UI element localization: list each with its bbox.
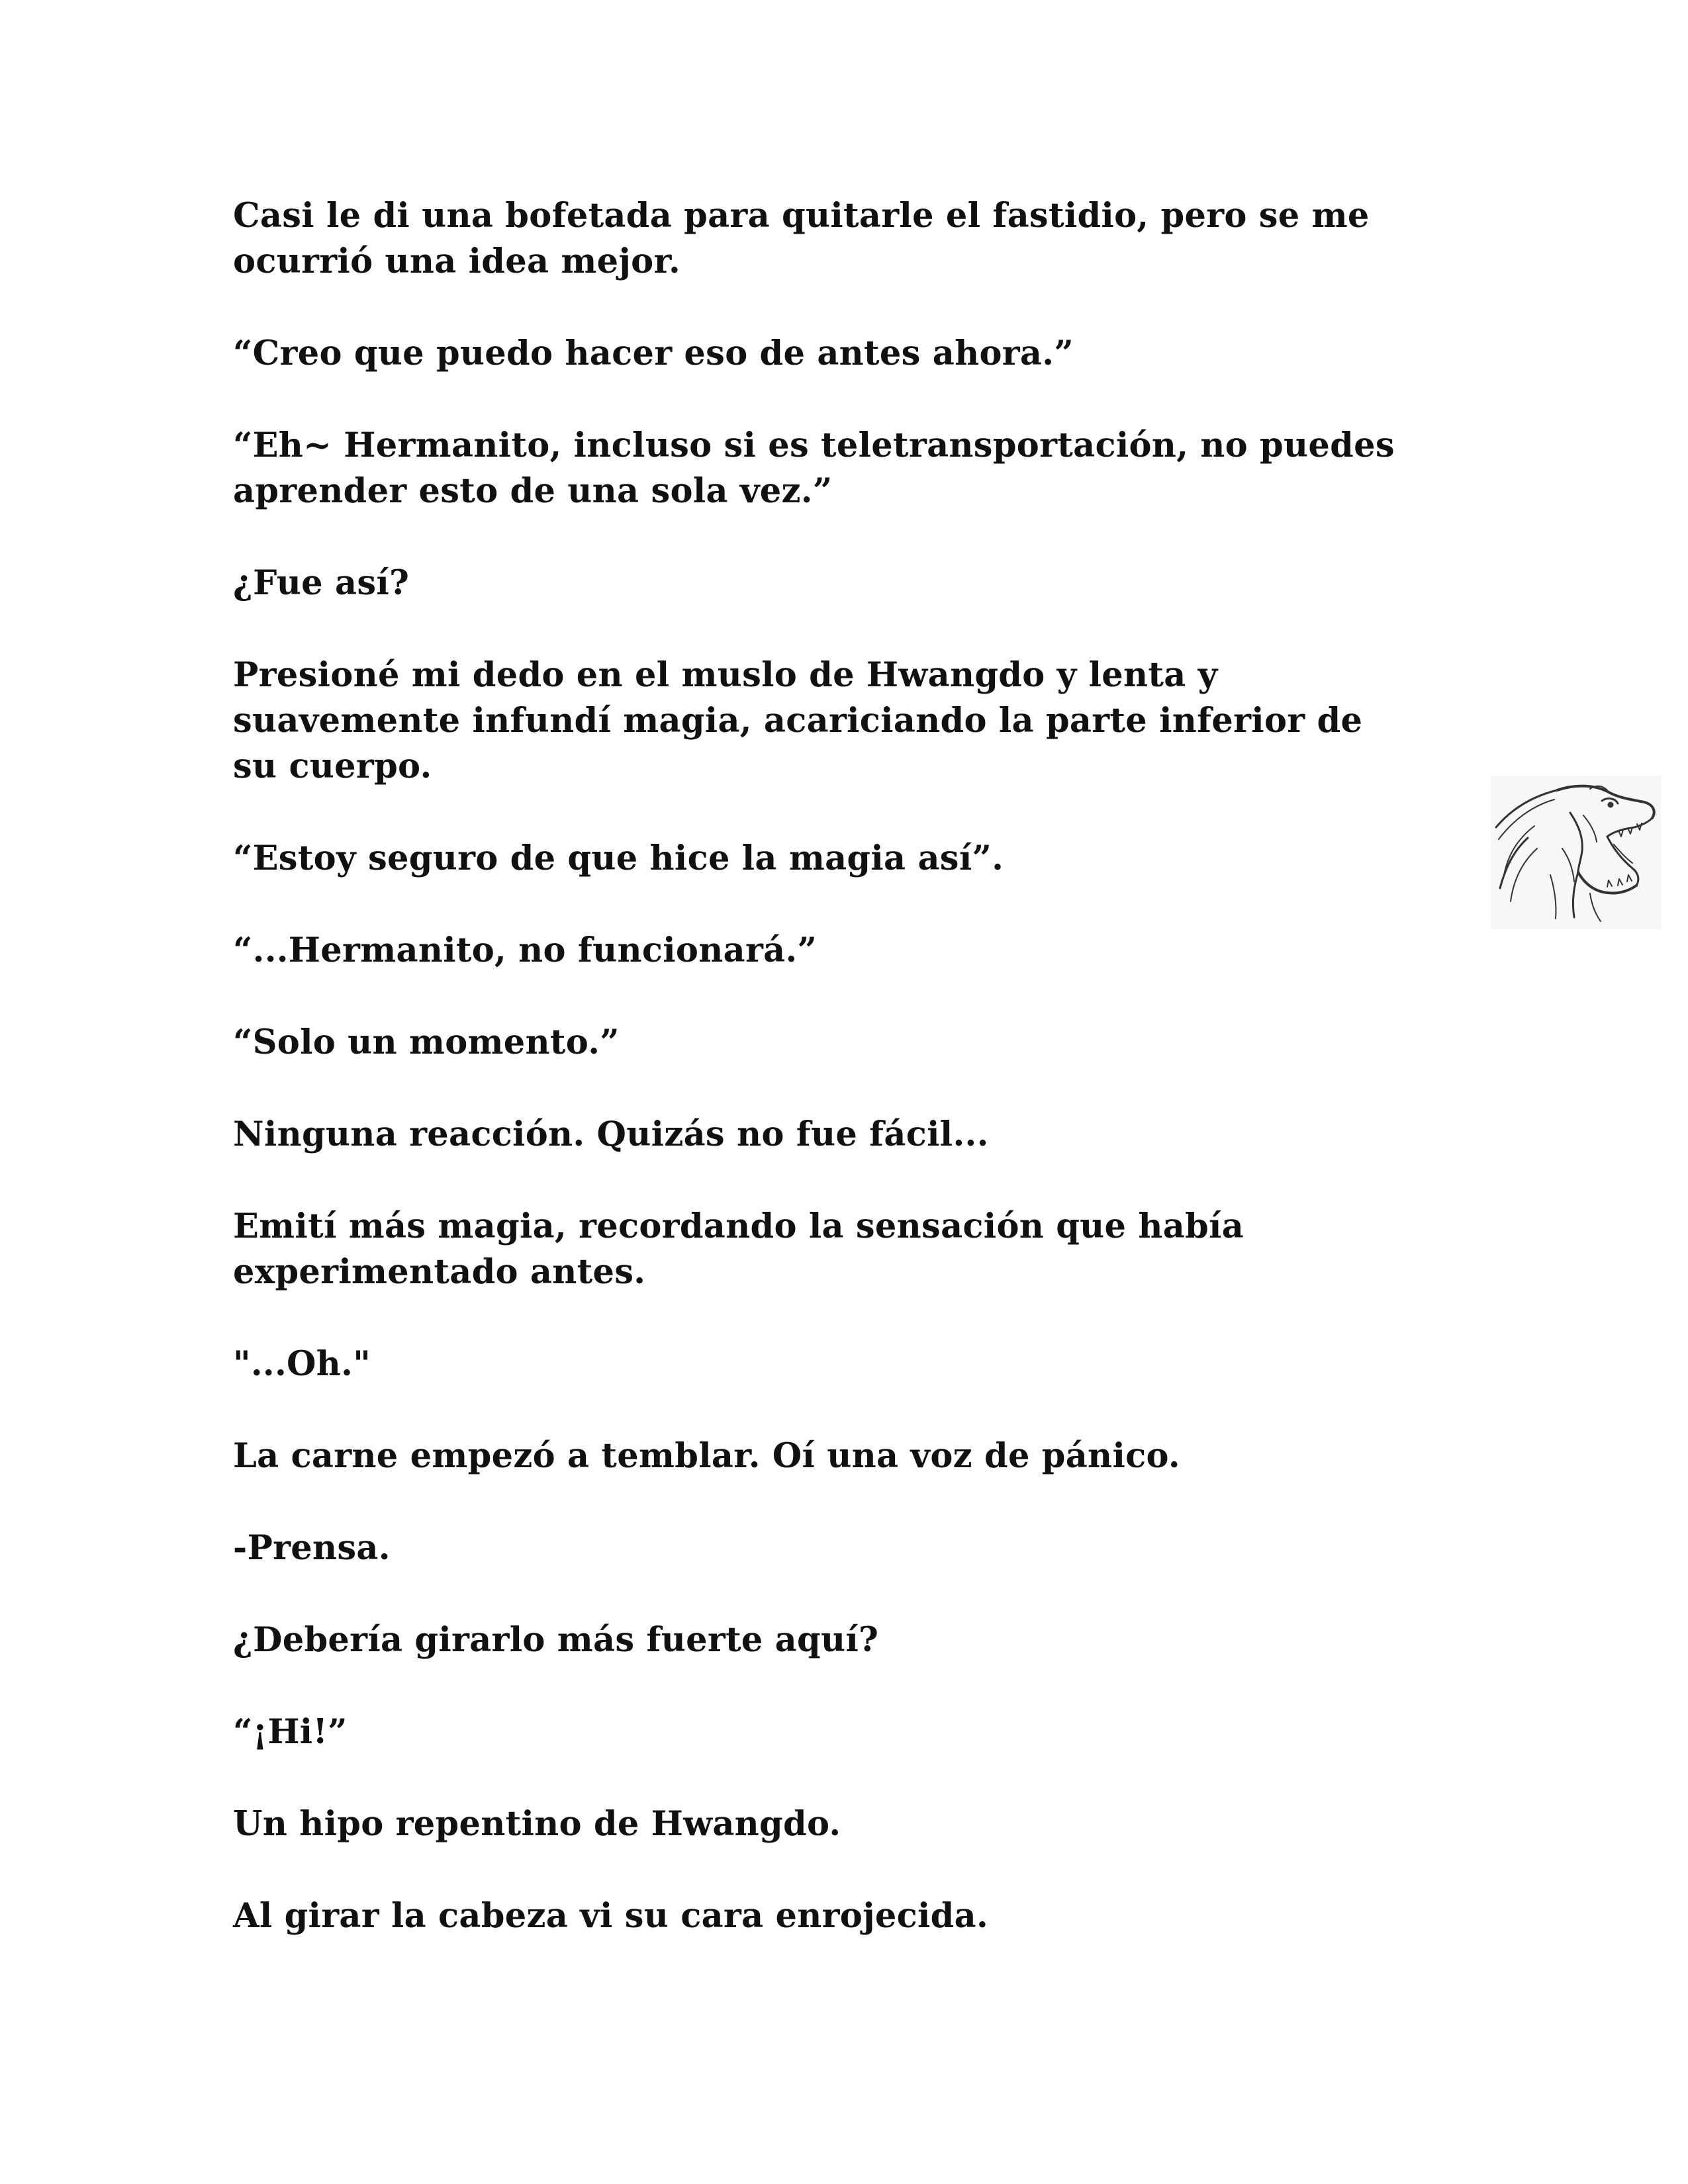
- paragraph-4: ¿Fue así?: [233, 563, 410, 603]
- paragraph-3: “Eh~ Hermanito, incluso si es teletransportación, no puedes aprender esto de una sola vez.”: [233, 426, 1395, 511]
- paragraph-10: Emití más magia, recordando la sensación que había experimentado antes.: [233, 1206, 1244, 1292]
- paragraph-5: Presioné mi dedo en el muslo de Hwangdo y lenta y suavemente infundí magia, acariciando la parte inferior de su cuerpo.: [233, 655, 1363, 786]
- paragraph-6: “Estoy seguro de que hice la magia así”.: [233, 839, 1004, 878]
- paragraph-8: “Solo un momento.”: [233, 1023, 620, 1062]
- paragraph-14: ¿Debería girarlo más fuerte aquí?: [233, 1620, 879, 1660]
- paragraph-13: -Prensa.: [233, 1528, 391, 1568]
- dinosaur-head-sketch-icon: [1491, 776, 1662, 929]
- paragraph-2: “Creo que puedo hacer eso de antes ahora.”: [233, 334, 1074, 373]
- paragraph-17: Al girar la cabeza vi su cara enrojecida.: [233, 1896, 988, 1936]
- paragraph-11: "...Oh.": [233, 1344, 371, 1384]
- story-text: [233, 193, 1458, 1985]
- paragraph-16: Un hipo repentino de Hwangdo.: [233, 1804, 841, 1844]
- paragraph-7: “...Hermanito, no funcionará.”: [233, 931, 818, 970]
- paragraph-9: Ninguna reacción. Quizás no fue fácil...: [233, 1115, 989, 1154]
- paragraph-12: La carne empezó a temblar. Oí una voz de pánico.: [233, 1436, 1180, 1476]
- paragraph-15: “¡Hi!”: [233, 1712, 348, 1752]
- paragraph-1: Casi le di una bofetada para quitarle el fastidio, pero se me ocurrió una idea mejor.: [233, 196, 1370, 281]
